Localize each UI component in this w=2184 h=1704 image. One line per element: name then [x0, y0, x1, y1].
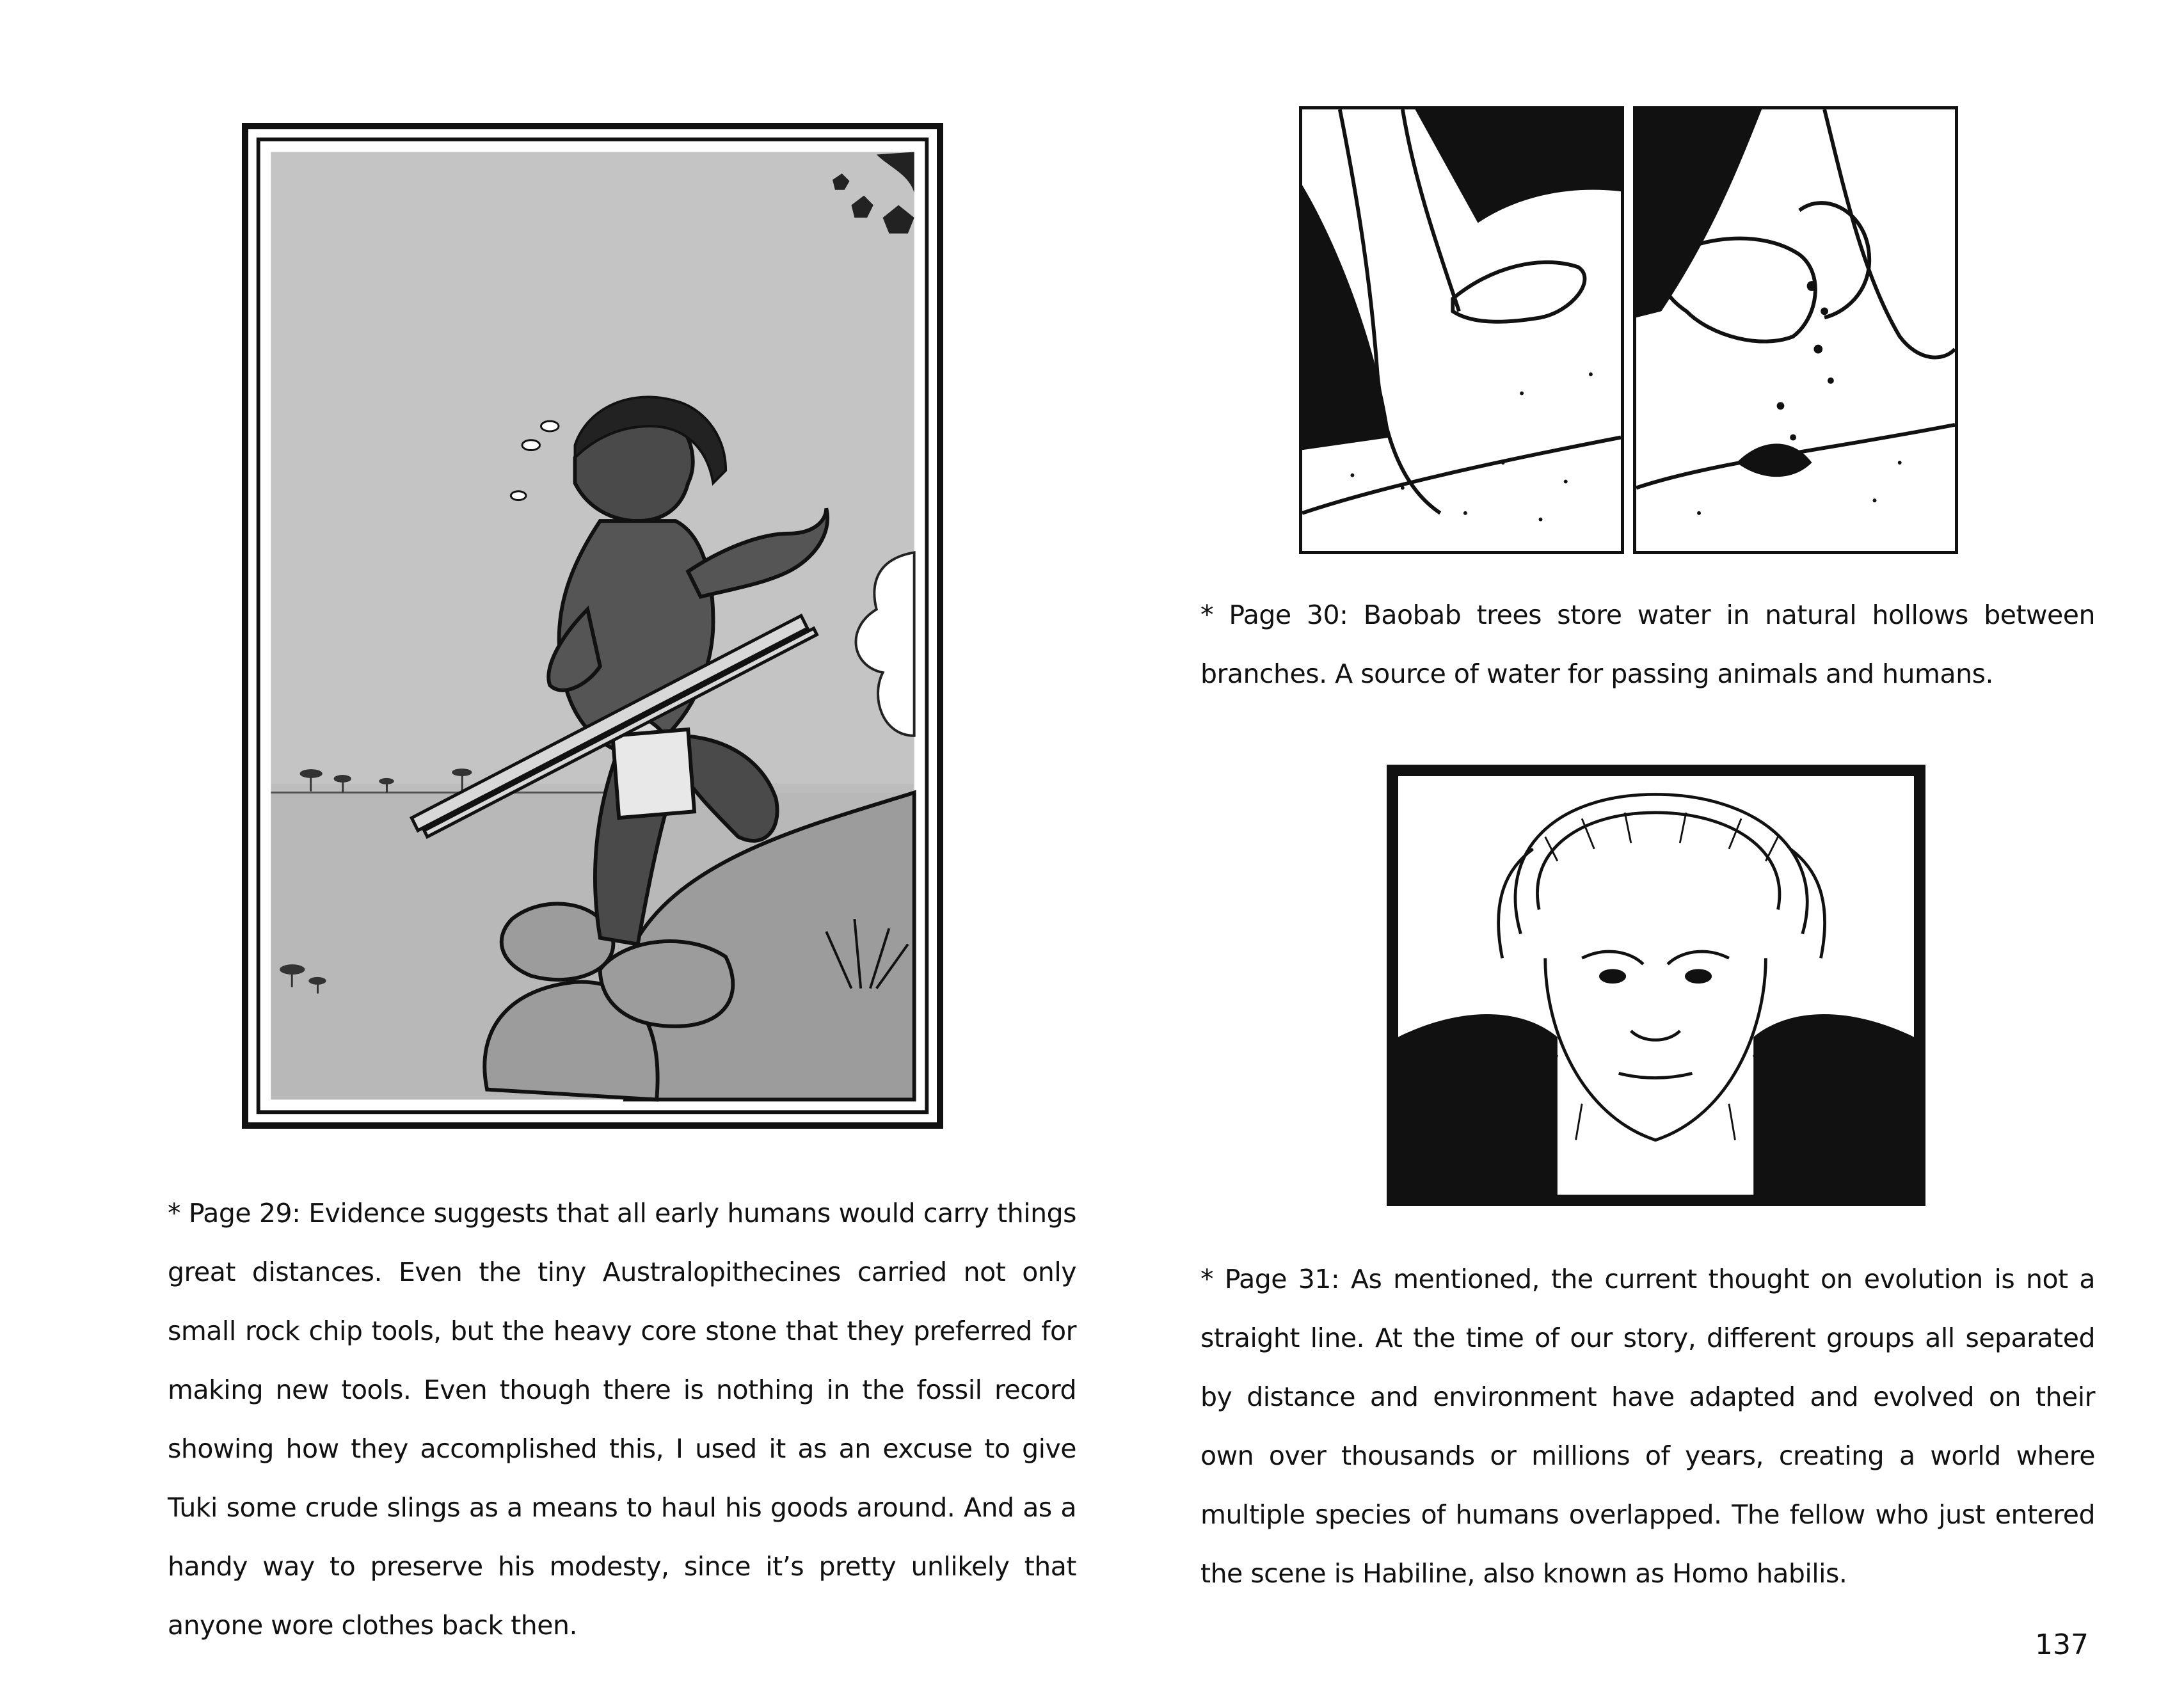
- habiline-portrait-panel: [1387, 765, 1925, 1206]
- page-number: 137: [2035, 1628, 2089, 1661]
- habiline-illustration: [1398, 776, 1914, 1195]
- note-page-30: * Page 30: Baobab trees store water in natural hollows between branches. A source of water for passing animals and humans.: [1200, 600, 2095, 689]
- hunter-illustration-panel: [242, 123, 943, 1129]
- hunter-illustration: [248, 129, 937, 1122]
- note-page-29: * Page 29: Evidence suggests that all early humans would carry things great distances. Even the tiny Australopithecines carried not only small rock chip tools, but the heavy core stone that they preferred for making new tools. Even though there is nothing in the fossil record showing how they accomplished this, I used it as an excuse to give Tuki some crude slings as a means to haul his goods around. And as a handy way to preserve his modesty, since it’s pretty unlikely that anyone wore clothes back then.: [168, 1198, 1076, 1641]
- feet-panel-right: [1633, 106, 1958, 554]
- feet-panel-left: [1299, 106, 1624, 554]
- feet-illustration-right: [1636, 109, 1955, 551]
- note-page-31: * Page 31: As mentioned, the current thought on evolution is not a straight line. At the time of our story, different groups all separated by distance and environment have adapted and evolved on their own over thousands or millions of years, creating a world where multiple species of humans overlapped. The fellow who just entered the scene is Habiline, also known as Homo habilis.: [1200, 1264, 2095, 1589]
- feet-illustration-left: [1302, 109, 1621, 551]
